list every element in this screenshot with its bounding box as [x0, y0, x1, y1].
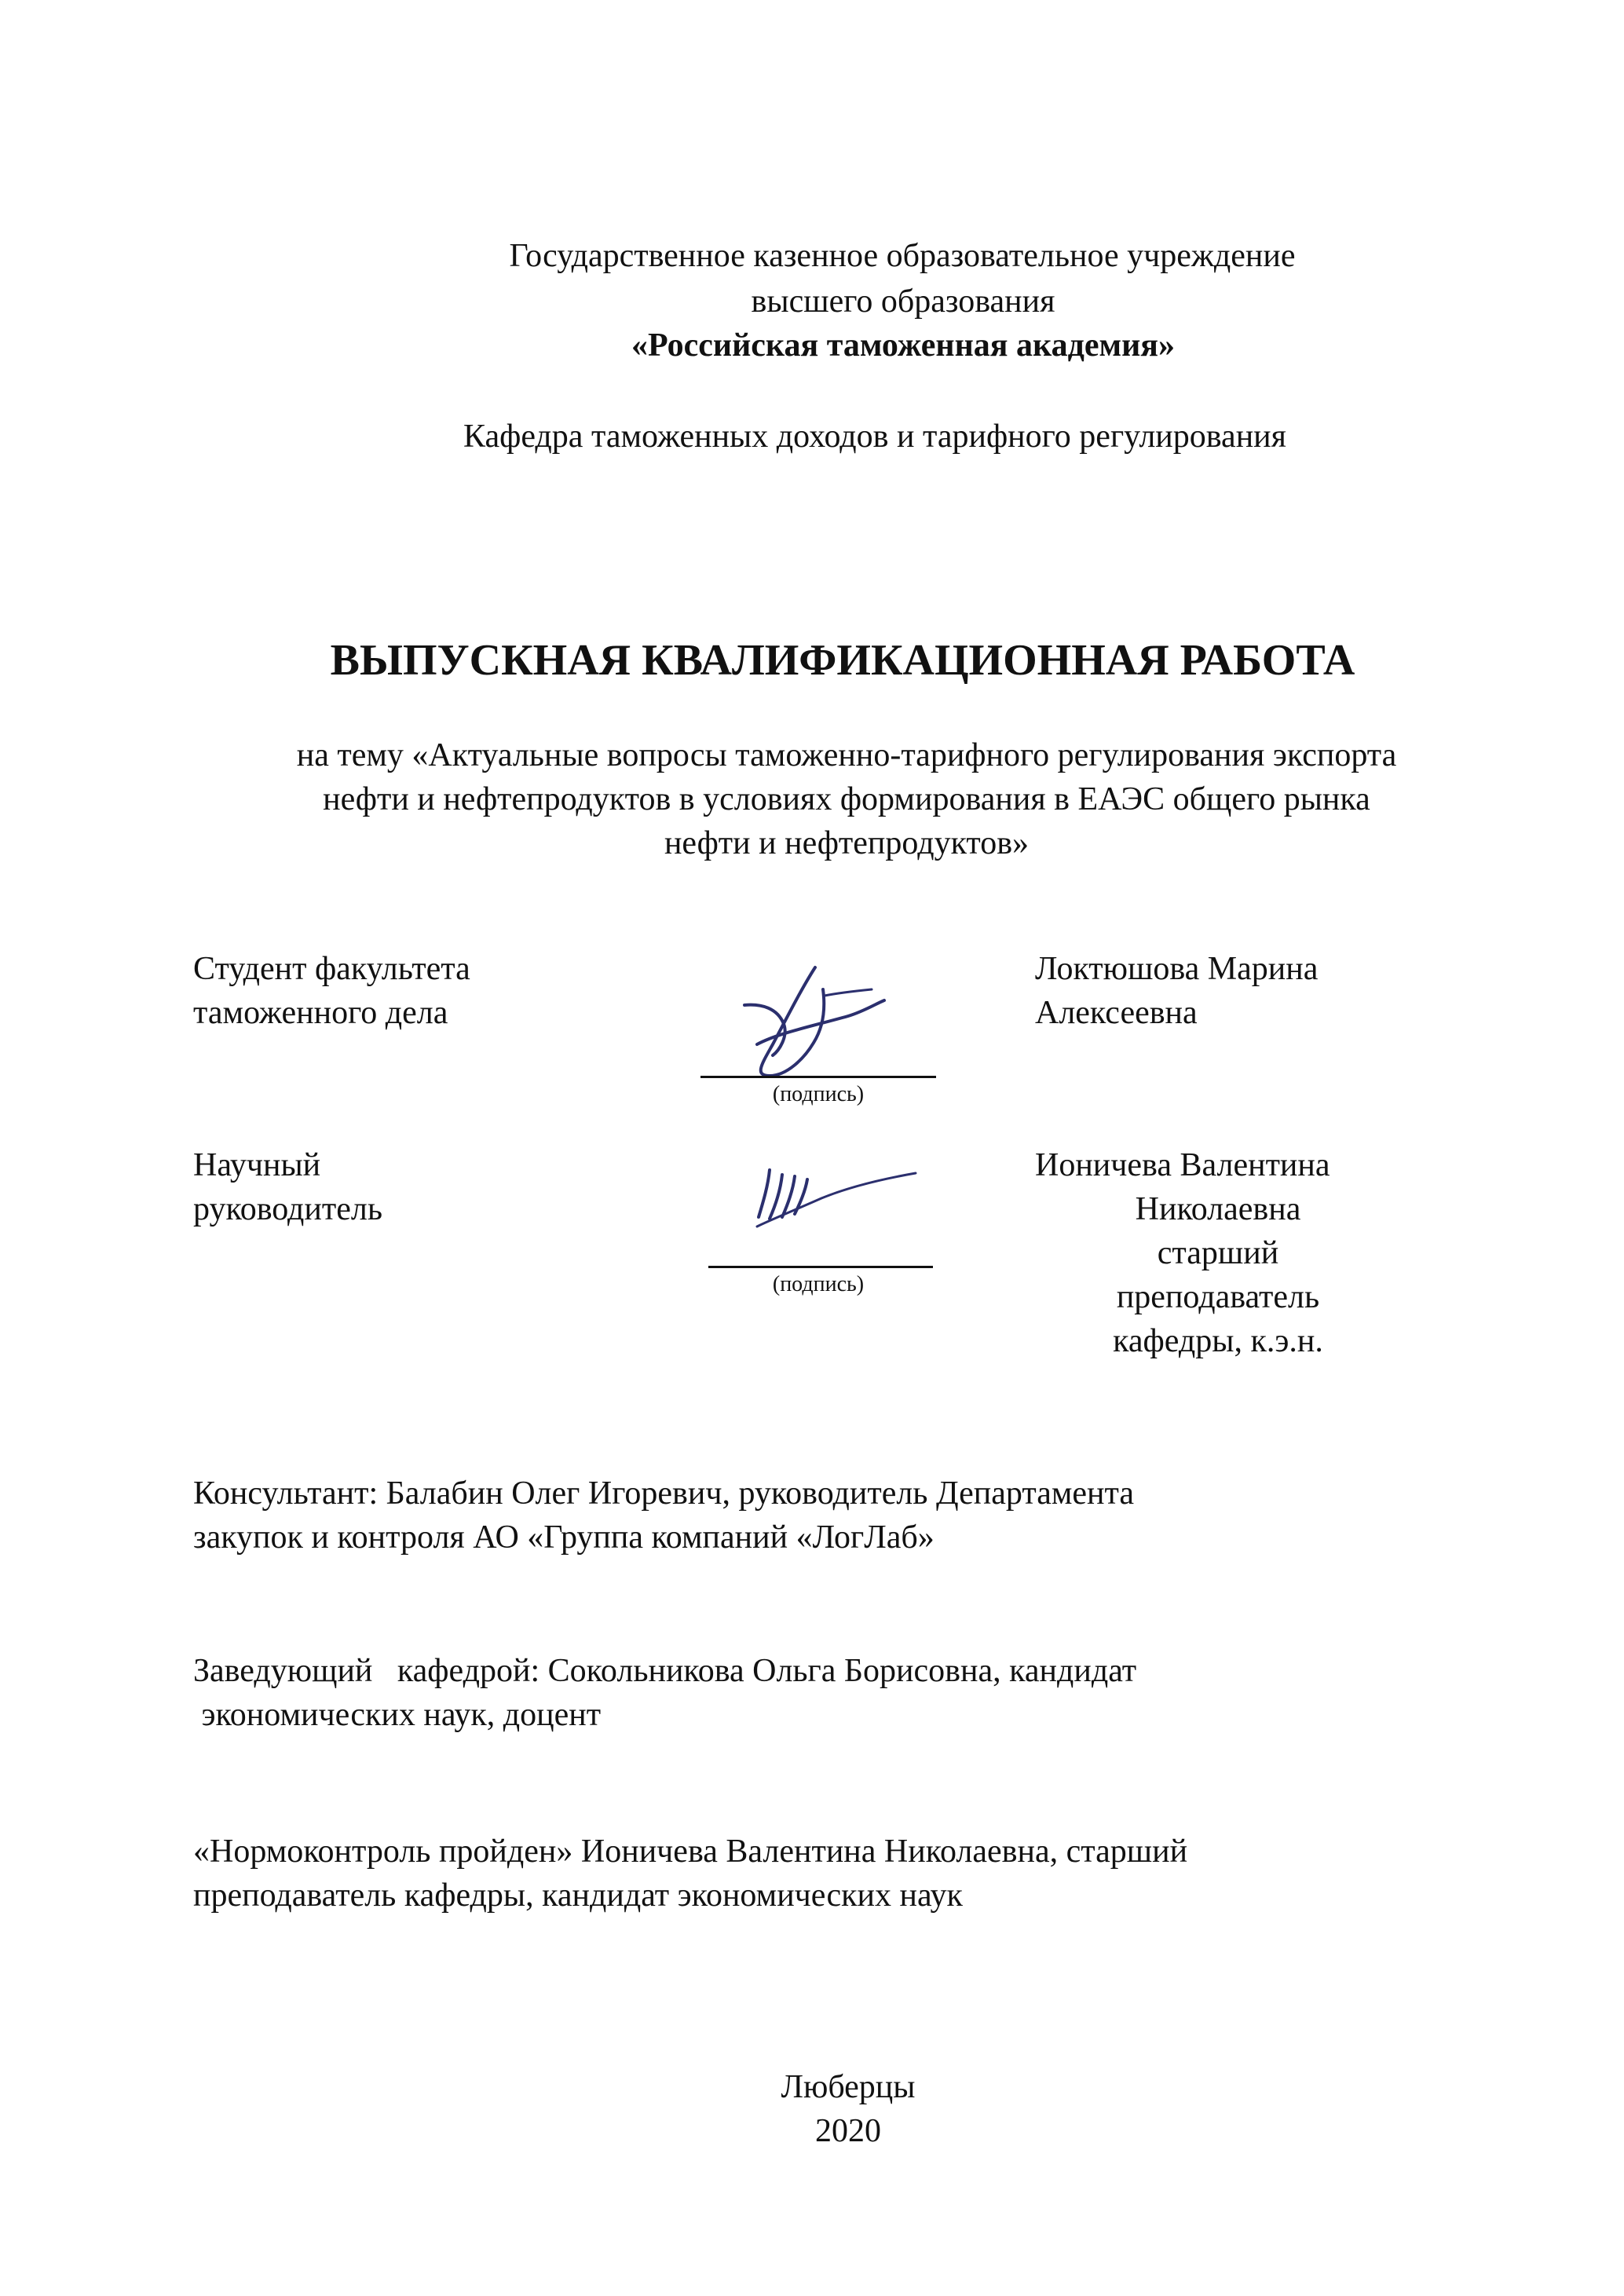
normcontrol-line-1: «Нормоконтроль пройден» Ионичева Валентина Николаевна, старший [193, 1834, 1188, 1870]
supervisor-name-line-3: старший [1157, 1235, 1279, 1271]
year: 2020 [815, 2113, 881, 2149]
supervisor-name-line-1: Ионичева Валентина [1035, 1147, 1330, 1183]
department-name: Кафедра таможенных доходов и тарифного регулирования [463, 419, 1286, 455]
student-role-line-2: таможенного дела [193, 995, 448, 1031]
institution-line-2: высшего образования [751, 283, 1055, 320]
head-of-department-line-1: Заведующий кафедрой: Сокольникова Ольга Борисовна, кандидат [193, 1653, 1137, 1689]
thesis-topic-line-3: нефти и нефтепродуктов» [664, 825, 1030, 861]
supervisor-role-line-1: Научный [193, 1147, 321, 1183]
consultant-line-2: закупок и контроля АО «Группа компаний «ЛогЛаб» [193, 1519, 935, 1556]
institution-line-1: Государственное казенное образовательное учреждение [509, 238, 1296, 274]
academy-name: «Российская таможенная академия» [631, 327, 1175, 364]
thesis-topic-line-1: на тему «Актуальные вопросы таможенно-тарифного регулирования экспорта [296, 737, 1397, 773]
supervisor-name-line-4: преподаватель [1116, 1279, 1320, 1315]
student-name-line-1: Локтюшова Марина [1035, 951, 1319, 987]
head-of-department-line-2: экономических наук, доцент [193, 1697, 602, 1733]
student-name-line-2: Алексеевна [1035, 995, 1198, 1031]
supervisor-signature-line [708, 1266, 933, 1268]
student-signature [738, 958, 903, 1091]
city: Люберцы [781, 2069, 916, 2105]
student-signature-caption: (подпись) [772, 1082, 865, 1106]
supervisor-name-line-2: Николаевна [1135, 1191, 1301, 1227]
supervisor-signature-caption: (подпись) [772, 1272, 865, 1296]
normcontrol-line-2: преподаватель кафедры, кандидат экономических наук [193, 1877, 963, 1914]
student-role-line-1: Студент факультета [193, 951, 470, 987]
supervisor-role-line-2: руководитель [193, 1191, 383, 1227]
consultant-line-1: Консультант: Балабин Олег Игоревич, руководитель Департамента [193, 1475, 1135, 1512]
student-signature-line [700, 1076, 936, 1078]
supervisor-signature [746, 1154, 935, 1241]
thesis-heading: ВЫПУСКНАЯ КВАЛИФИКАЦИОННАЯ РАБОТА [330, 636, 1355, 685]
supervisor-name-line-5: кафедры, к.э.н. [1113, 1323, 1323, 1359]
thesis-topic-line-2: нефти и нефтепродуктов в условиях формирования в ЕАЭС общего рынка [323, 781, 1370, 817]
